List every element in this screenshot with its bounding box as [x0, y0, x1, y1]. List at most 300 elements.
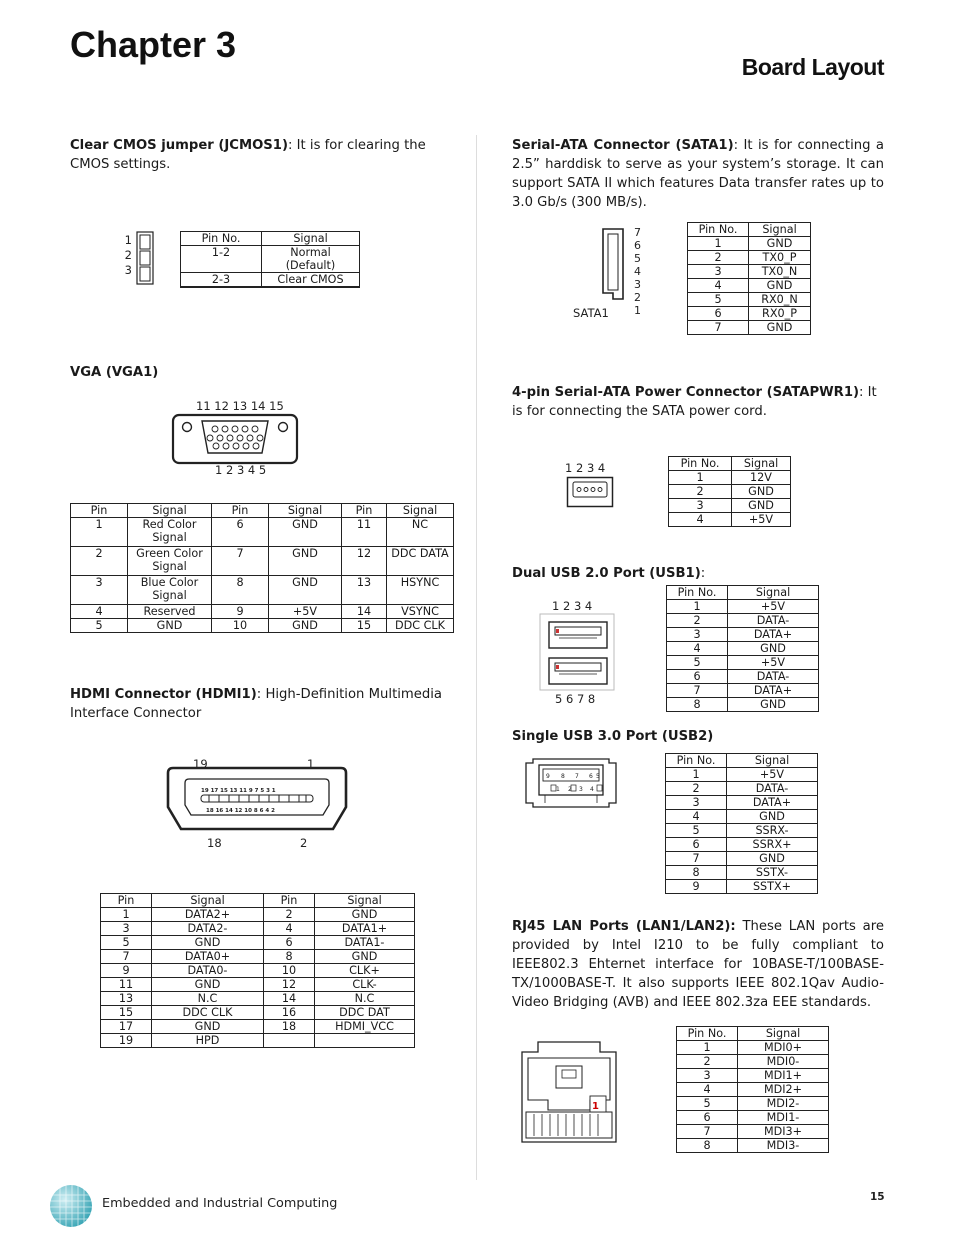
table-cell: 2: [669, 485, 732, 499]
table-cell: DDC CLK: [152, 1006, 264, 1020]
table-cell: 11: [342, 518, 387, 547]
table-cell: HDMI_VCC: [315, 1020, 415, 1034]
table-cell: 2: [666, 782, 727, 796]
table-cell: GND: [315, 908, 415, 922]
satapwr-heading: 4-pin Serial-ATA Power Connector (SATAPWR1): [512, 385, 860, 400]
table-cell: 3: [101, 922, 152, 936]
table-cell: Blue Color Signal: [128, 576, 212, 605]
table-header-cell: Pin No.: [667, 586, 728, 600]
table-header-row: [688, 223, 811, 237]
table-header-row: [677, 1027, 829, 1041]
table-cell: MDI0+: [738, 1041, 829, 1055]
table-cell: SSTX-: [727, 866, 818, 880]
table-cell: 7: [666, 852, 727, 866]
table-cell: 14: [264, 992, 315, 1006]
table-row: [101, 950, 415, 964]
table-row: [677, 1111, 829, 1125]
table-cell: 1: [667, 600, 728, 614]
table-cell: GND: [315, 950, 415, 964]
hdmi-label-18: 18: [207, 836, 222, 850]
table-cell: 1: [666, 768, 727, 782]
table-row: [667, 656, 819, 670]
svg-text:1: 1: [556, 786, 560, 793]
table-cell: 4: [677, 1083, 738, 1097]
table-cell: 2-3: [181, 273, 262, 288]
sata-connector-label: SATA1: [573, 306, 609, 320]
hdmi-label-19: 19: [193, 757, 208, 771]
table-cell: 5: [101, 936, 152, 950]
table-cell: GND: [732, 499, 791, 513]
jcmos-table: [180, 231, 360, 288]
table-row: [688, 307, 811, 321]
vga-top-pin-label: 11 12 13 14 15: [196, 399, 284, 413]
table-cell: 2: [667, 614, 728, 628]
table-row: [688, 237, 811, 251]
jcmos-pin-label: 1: [124, 233, 132, 247]
svg-text:4: 4: [590, 786, 594, 793]
table-cell: GND: [728, 642, 819, 656]
table-cell: GND: [152, 1020, 264, 1034]
table-row: [666, 768, 818, 782]
sata-description: [512, 136, 884, 212]
page-number: 15: [870, 1191, 885, 1203]
satapwr-description: [512, 383, 884, 421]
table-header-cell: Pin: [212, 504, 269, 518]
table-cell: SSTX+: [727, 880, 818, 894]
chapter-title: Chapter 3: [70, 24, 237, 65]
table-header-cell: Pin No.: [666, 754, 727, 768]
table-cell: 3: [667, 628, 728, 642]
table-cell: 4: [666, 810, 727, 824]
table-cell: 9: [666, 880, 727, 894]
table-header-row: [667, 586, 819, 600]
table-row: [666, 838, 818, 852]
satapwr-table: [668, 456, 791, 527]
svg-text:8: 8: [561, 773, 565, 780]
table-row: [101, 1020, 415, 1034]
table-cell: 8: [666, 866, 727, 880]
table-row: [667, 628, 819, 642]
table-cell: GND: [749, 279, 811, 293]
table-cell: [315, 1034, 415, 1048]
sata-pin-number: 5: [634, 252, 641, 265]
jcmos-text: : It is for clearing the CMOS settings.: [70, 138, 426, 172]
table-cell: 6: [667, 670, 728, 684]
table-cell: 8: [212, 576, 269, 605]
sata-table: [687, 222, 811, 335]
svg-text:7: 7: [575, 773, 579, 780]
svg-text:2: 2: [568, 786, 572, 793]
table-cell: +5V: [269, 605, 342, 619]
table-row: [181, 273, 360, 288]
table-cell: 10: [212, 619, 269, 633]
table-cell: 12V: [732, 471, 791, 485]
table-cell: +5V: [727, 768, 818, 782]
table-row: [677, 1041, 829, 1055]
table-row: [669, 485, 791, 499]
table-cell: MDI0-: [738, 1055, 829, 1069]
table-cell: RX0_N: [749, 293, 811, 307]
table-cell: CLK+: [315, 964, 415, 978]
usb1-heading: Dual USB 2.0 Port (USB1): [512, 566, 701, 581]
table-cell: 7: [688, 321, 749, 335]
table-header-row: [181, 232, 360, 246]
table-cell: 11: [101, 978, 152, 992]
hdmi-top-pin-numbers: 19 17 15 13 11 9 7 5 3 1: [201, 788, 276, 794]
sata-pin-number: 6: [634, 239, 641, 252]
table-cell: GND: [152, 936, 264, 950]
table-cell: 7: [667, 684, 728, 698]
table-cell: 3: [669, 499, 732, 513]
table-cell: DATA+: [727, 796, 818, 810]
table-row: [71, 619, 454, 633]
column-divider: [476, 135, 477, 1180]
usb1-title: [512, 566, 705, 581]
table-cell: 2: [71, 547, 128, 576]
table-row: [71, 576, 454, 605]
usb2-connector-diagram: [523, 757, 619, 809]
sata-text: : It is for connecting a 2.5” harddisk to serve as your system’s storage. It can support SATA II which features Data transfer rates up to 3.0 Gb/s (300 MB/s).: [512, 138, 884, 210]
table-cell: 1: [71, 518, 128, 547]
lan-table: [676, 1026, 829, 1153]
table-row: [71, 518, 454, 547]
table-cell: GND: [269, 547, 342, 576]
lan-connector-diagram: [520, 1040, 618, 1146]
table-row: [677, 1083, 829, 1097]
satapwr-connector-diagram: [566, 476, 614, 508]
table-row: [667, 670, 819, 684]
table-row: [667, 600, 819, 614]
table-cell: MDI1-: [738, 1111, 829, 1125]
table-cell: 3: [688, 265, 749, 279]
table-cell: DATA-: [727, 782, 818, 796]
table-cell: 9: [212, 605, 269, 619]
table-cell: DDC DAT: [315, 1006, 415, 1020]
table-cell: 15: [101, 1006, 152, 1020]
table-cell: DATA1+: [315, 922, 415, 936]
table-cell: DATA+: [728, 628, 819, 642]
table-header-cell: Signal: [728, 586, 819, 600]
table-row: [667, 642, 819, 656]
table-cell: 4: [667, 642, 728, 656]
table-cell: TX0_N: [749, 265, 811, 279]
vga-table: [70, 503, 454, 633]
table-cell: DATA0+: [152, 950, 264, 964]
vga-heading: VGA (VGA1): [70, 365, 159, 380]
sata-pin-number: 7: [634, 226, 641, 239]
table-row: [71, 605, 454, 619]
table-row: [101, 922, 415, 936]
table-row: [101, 1034, 415, 1048]
table-cell: 2: [677, 1055, 738, 1069]
hdmi-text: : High-Definition Multimedia Interface Connector: [70, 687, 442, 721]
sata-pin-number: 4: [634, 265, 641, 278]
hdmi-label-1: 1: [307, 757, 315, 771]
table-header-cell: Signal: [387, 504, 454, 518]
table-row: [101, 1006, 415, 1020]
jcmos-pin-label: 2: [124, 248, 132, 262]
hdmi-bottom-pin-numbers: 18 16 14 12 10 8 6 4 2: [206, 808, 275, 814]
table-cell: 5: [667, 656, 728, 670]
table-cell: 7: [212, 547, 269, 576]
table-cell: DATA2+: [152, 908, 264, 922]
table-header-cell: Pin: [264, 894, 315, 908]
table-cell: 4: [71, 605, 128, 619]
table-cell: Clear CMOS: [262, 273, 360, 288]
vga-bottom-pin-label: 1 2 3 4 5: [215, 463, 267, 477]
lan-heading: RJ45 LAN Ports (LAN1/LAN2):: [512, 919, 736, 934]
table-row: [688, 293, 811, 307]
table-row: [101, 908, 415, 922]
usb1-table: [666, 585, 819, 712]
table-header-row: [669, 457, 791, 471]
table-cell: GND: [728, 698, 819, 712]
table-cell: Normal (Default): [262, 246, 360, 273]
table-cell: GND: [269, 576, 342, 605]
jcmos-heading: Clear CMOS jumper (JCMOS1): [70, 138, 289, 153]
jcmos-description: [70, 136, 442, 174]
table-cell: DATA0-: [152, 964, 264, 978]
table-row: [677, 1139, 829, 1153]
table-cell: DDC CLK: [387, 619, 454, 633]
table-cell: 1: [677, 1041, 738, 1055]
table-cell: 5: [666, 824, 727, 838]
table-cell: TX0_P: [749, 251, 811, 265]
table-cell: Red Color Signal: [128, 518, 212, 547]
table-header-cell: Signal: [269, 504, 342, 518]
table-header-cell: Signal: [152, 894, 264, 908]
table-cell: DATA+: [728, 684, 819, 698]
table-header-cell: Pin: [342, 504, 387, 518]
satapwr-pin-label: 1 2 3 4: [565, 461, 606, 475]
table-header-cell: Pin No.: [677, 1027, 738, 1041]
table-cell: 13: [101, 992, 152, 1006]
sata-pin-numbers: [634, 226, 641, 317]
table-cell: GND: [749, 321, 811, 335]
table-row: [677, 1097, 829, 1111]
table-row: [666, 852, 818, 866]
table-cell: GND: [152, 978, 264, 992]
table-cell: DATA-: [728, 614, 819, 628]
footer-text: Embedded and Industrial Computing: [102, 1196, 338, 1211]
table-header-cell: Signal: [727, 754, 818, 768]
table-cell: RX0_P: [749, 307, 811, 321]
hdmi-heading: HDMI Connector (HDMI1): [70, 687, 257, 702]
table-cell: SSRX+: [727, 838, 818, 852]
table-cell: 1: [669, 471, 732, 485]
table-cell: +5V: [732, 513, 791, 527]
table-row: [666, 796, 818, 810]
table-cell: 4: [688, 279, 749, 293]
hdmi-table: [100, 893, 415, 1048]
jcmos-jumper-diagram: [136, 231, 154, 285]
table-row: [666, 810, 818, 824]
table-row: [666, 880, 818, 894]
table-header-row: [666, 754, 818, 768]
table-cell: 1-2: [181, 246, 262, 273]
usb1-bottom-pin-label: 5 6 7 8: [555, 692, 596, 706]
usb1-connector-diagram: [539, 613, 615, 691]
table-cell: GND: [727, 810, 818, 824]
table-cell: 13: [342, 576, 387, 605]
table-header-cell: Signal: [732, 457, 791, 471]
table-cell: 7: [677, 1125, 738, 1139]
svg-text:5: 5: [596, 773, 600, 780]
svg-text:3: 3: [579, 786, 583, 793]
sata-heading: Serial-ATA Connector (SATA1): [512, 138, 734, 153]
table-row: [101, 936, 415, 950]
table-row: [101, 964, 415, 978]
table-cell: GND: [128, 619, 212, 633]
svg-text:9: 9: [546, 773, 550, 780]
table-header-cell: Pin No.: [181, 232, 262, 246]
lan-pin1-marker: 1: [592, 1101, 599, 1112]
table-cell: N.C: [152, 992, 264, 1006]
table-cell: DDC DATA: [387, 547, 454, 576]
table-cell: +5V: [728, 600, 819, 614]
table-cell: 8: [264, 950, 315, 964]
usb1-suffix: :: [700, 566, 706, 581]
table-row: [666, 866, 818, 880]
table-cell: 14: [342, 605, 387, 619]
table-cell: 6: [264, 936, 315, 950]
usb2-table: [665, 753, 818, 894]
table-cell: DATA1-: [315, 936, 415, 950]
table-cell: 1: [101, 908, 152, 922]
table-row: [669, 471, 791, 485]
table-header-cell: Pin: [101, 894, 152, 908]
table-header-cell: Signal: [128, 504, 212, 518]
table-cell: NC: [387, 518, 454, 547]
table-row: [666, 824, 818, 838]
table-header-cell: Signal: [749, 223, 811, 237]
hdmi-description: [70, 685, 442, 723]
table-row: [688, 251, 811, 265]
table-cell: 5: [71, 619, 128, 633]
table-cell: GND: [732, 485, 791, 499]
table-cell: Reserved: [128, 605, 212, 619]
table-cell: MDI2-: [738, 1097, 829, 1111]
table-row: [669, 513, 791, 527]
table-cell: 6: [677, 1111, 738, 1125]
table-cell: 5: [677, 1097, 738, 1111]
table-cell: 7: [101, 950, 152, 964]
table-cell: 9: [101, 964, 152, 978]
table-cell: 8: [667, 698, 728, 712]
table-cell: 12: [342, 547, 387, 576]
table-cell: 6: [666, 838, 727, 852]
table-cell: 19: [101, 1034, 152, 1048]
table-cell: HSYNC: [387, 576, 454, 605]
table-row: [688, 321, 811, 335]
table-cell: 15: [342, 619, 387, 633]
table-cell: DATA-: [728, 670, 819, 684]
table-cell: [264, 1034, 315, 1048]
table-cell: 16: [264, 1006, 315, 1020]
section-title: Board Layout: [741, 54, 884, 80]
table-cell: 2: [688, 251, 749, 265]
jcmos-pin-labels: [124, 233, 132, 278]
table-cell: Green Color Signal: [128, 547, 212, 576]
table-row: [101, 992, 415, 1006]
table-header-cell: Pin: [71, 504, 128, 518]
table-row: [666, 782, 818, 796]
table-cell: GND: [727, 852, 818, 866]
table-cell: HPD: [152, 1034, 264, 1048]
table-cell: SSRX-: [727, 824, 818, 838]
jcmos-pin-label: 3: [124, 263, 132, 277]
table-header-cell: Signal: [315, 894, 415, 908]
table-cell: 3: [71, 576, 128, 605]
sata-pin-number: 1: [634, 304, 641, 317]
lan-description: [512, 917, 884, 1012]
table-row: [667, 698, 819, 712]
table-cell: GND: [749, 237, 811, 251]
table-header-row: [71, 504, 454, 518]
table-cell: CLK-: [315, 978, 415, 992]
vga-connector-diagram: [170, 413, 300, 465]
hdmi-connector-diagram: [165, 765, 349, 835]
table-header-cell: Pin No.: [669, 457, 732, 471]
table-cell: 6: [212, 518, 269, 547]
table-row: [101, 978, 415, 992]
table-cell: 17: [101, 1020, 152, 1034]
table-cell: DATA2-: [152, 922, 264, 936]
table-cell: MDI2+: [738, 1083, 829, 1097]
table-header-cell: Pin No.: [688, 223, 749, 237]
usb1-top-pin-label: 1 2 3 4: [552, 599, 593, 613]
table-row: [71, 547, 454, 576]
table-cell: 10: [264, 964, 315, 978]
lan-text: These LAN ports are provided by Intel I210 to be fully compliant to IEEE802.3 Ehternet interface for 10BASE-T/100BASE-TX/1000BASE-T. It also supports IEEE 802.1Qav Audio-Video Bridging (AVB) and IEEE 802.3za EEE standards.: [512, 919, 884, 1010]
sata-connector-diagram: [600, 226, 626, 302]
table-row: [667, 614, 819, 628]
table-cell: 1: [688, 237, 749, 251]
table-cell: 5: [688, 293, 749, 307]
table-cell: GND: [269, 518, 342, 547]
table-row: [669, 499, 791, 513]
hdmi-label-2: 2: [300, 836, 308, 850]
table-cell: +5V: [728, 656, 819, 670]
usb2-heading: Single USB 3.0 Port (USB2): [512, 729, 714, 744]
table-row: [667, 684, 819, 698]
table-cell: 4: [669, 513, 732, 527]
company-logo-icon: [48, 1183, 94, 1229]
table-cell: 3: [666, 796, 727, 810]
table-cell: MDI3-: [738, 1139, 829, 1153]
table-row: [688, 265, 811, 279]
table-cell: 4: [264, 922, 315, 936]
table-cell: 12: [264, 978, 315, 992]
svg-text:6: 6: [589, 773, 593, 780]
table-row: [181, 246, 360, 273]
table-cell: 3: [677, 1069, 738, 1083]
sata-pin-number: 2: [634, 291, 641, 304]
table-cell: VSYNC: [387, 605, 454, 619]
table-row: [688, 279, 811, 293]
table-header-cell: Signal: [738, 1027, 829, 1041]
table-cell: 6: [688, 307, 749, 321]
table-row: [677, 1055, 829, 1069]
table-header-row: [101, 894, 415, 908]
table-cell: 8: [677, 1139, 738, 1153]
table-header-cell: Signal: [262, 232, 360, 246]
table-cell: MDI1+: [738, 1069, 829, 1083]
table-cell: GND: [269, 619, 342, 633]
satapwr-text: : It is for connecting the SATA power cord.: [512, 385, 877, 419]
table-cell: 18: [264, 1020, 315, 1034]
table-cell: MDI3+: [738, 1125, 829, 1139]
